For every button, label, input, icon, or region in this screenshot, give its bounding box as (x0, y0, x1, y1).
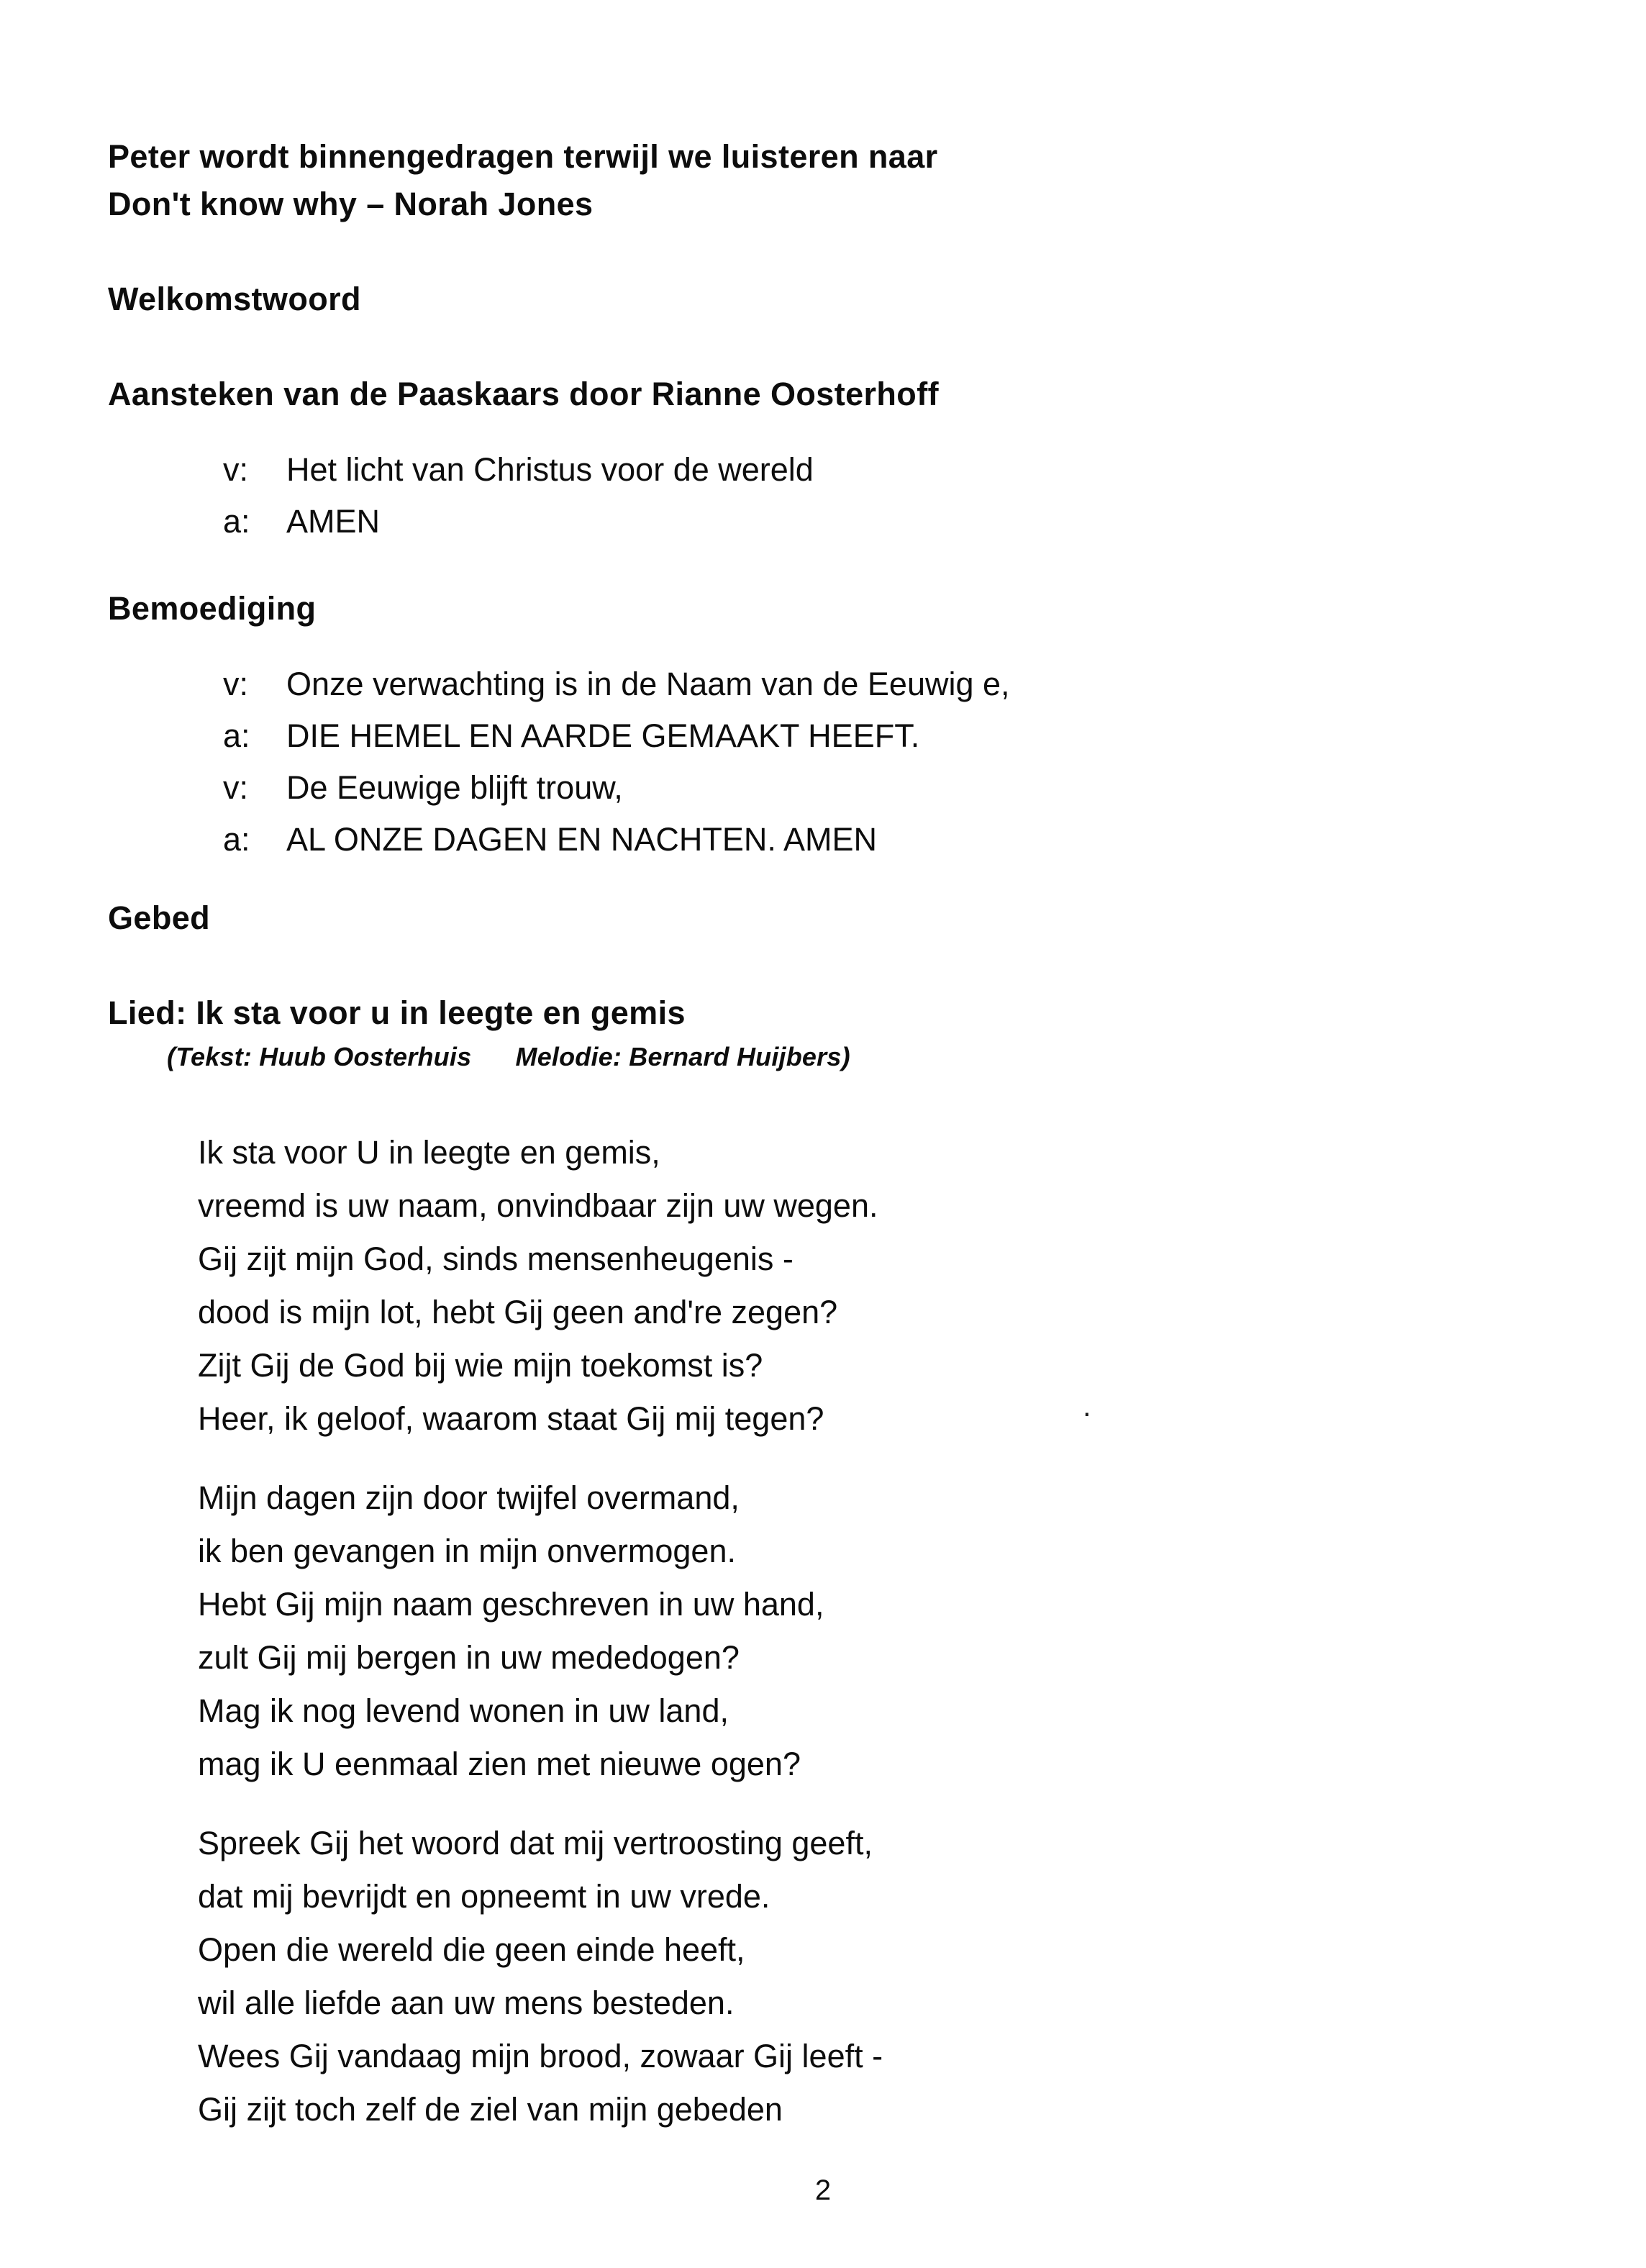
lyric-line: Heer, ik geloof, waarom staat Gij mij tegen? (198, 1400, 824, 1437)
response-line (223, 762, 1010, 814)
lyric-line: Wees Gij vandaag mijn brood, zowaar Gij leeft - (198, 2038, 883, 2074)
lyrics-stanza-2 (198, 1471, 824, 1791)
lyric-line: Ik sta voor U in leegte en gemis, (198, 1134, 660, 1171)
response-marker: v: (223, 666, 249, 702)
intro-line-1: Peter wordt binnengedragen terwijl we luisteren naar (108, 138, 938, 175)
section-heading-gebed: Gebed (108, 899, 211, 936)
intro-line-2: Don't know why – Norah Jones (108, 186, 594, 222)
paaskaars-response-group (223, 444, 814, 548)
section-heading-bemoediging: Bemoediging (108, 590, 317, 627)
lyric-line: dat mij bevrijdt en opneemt in uw vrede. (198, 1878, 770, 1915)
lyric-line: Hebt Gij mijn naam geschreven in uw hand, (198, 1586, 824, 1623)
section-heading-aansteken-paaskaars: Aansteken van de Paaskaars door Rianne Oosterhoff (108, 376, 939, 412)
lyric-line: mag ik U eenmaal zien met nieuwe ogen? (198, 1746, 801, 1782)
response-text: AL ONZE DAGEN EN NACHTEN. AMEN (286, 821, 877, 858)
response-line (223, 444, 814, 496)
lyric-line: dood is mijn lot, hebt Gij geen and're zegen? (198, 1294, 838, 1330)
bemoediging-response-group (223, 658, 1010, 866)
response-text: Het licht van Christus voor de wereld (286, 451, 814, 488)
lied-credits: (Tekst: Huub Oosterhuis Melodie: Bernard Huijbers) (167, 1042, 850, 1071)
response-line (223, 496, 814, 548)
response-marker: a: (223, 717, 250, 754)
response-marker: a: (223, 821, 250, 858)
section-heading-welkomstwoord: Welkomstwoord (108, 281, 361, 317)
lyric-line: vreemd is uw naam, onvindbaar zijn uw wegen. (198, 1187, 878, 1224)
response-text: De Eeuwige blijft trouw, (286, 769, 623, 806)
response-line (223, 658, 1010, 710)
lyric-line: Spreek Gij het woord dat mij vertroosting geeft, (198, 1825, 873, 1861)
lyric-line: Gij zijt toch zelf de ziel van mijn gebeden (198, 2091, 783, 2128)
response-text: Onze verwachting is in de Naam van de Eeuwig e, (286, 666, 1010, 702)
response-line (223, 814, 1010, 866)
lyrics-stanza-1 (198, 1126, 878, 1446)
lyric-line: wil alle liefde aan uw mens besteden. (198, 1984, 735, 2021)
scan-artifact-mark: . (1083, 1389, 1091, 1423)
lyric-line: zult Gij mij bergen in uw mededogen? (198, 1639, 740, 1676)
response-marker: a: (223, 503, 250, 540)
response-marker: v: (223, 769, 249, 806)
lyric-line: Open die wereld die geen einde heeft, (198, 1931, 745, 1968)
lyrics-stanza-3 (198, 1817, 883, 2136)
lyric-line: Zijt Gij de God bij wie mijn toekomst is? (198, 1347, 763, 1384)
lyric-line: Mag ik nog levend wonen in uw land, (198, 1692, 729, 1729)
response-text: AMEN (286, 503, 381, 540)
response-line (223, 710, 1010, 762)
lyric-line: Mijn dagen zijn door twijfel overmand, (198, 1479, 740, 1516)
response-text: DIE HEMEL EN AARDE GEMAAKT HEEFT. (286, 717, 920, 754)
lyric-line: Gij zijt mijn God, sinds mensenheugenis - (198, 1240, 794, 1277)
response-marker: v: (223, 451, 249, 488)
section-heading-lied: Lied: Ik sta voor u in leegte en gemis (108, 994, 686, 1031)
page-number: 2 (814, 2174, 832, 2206)
lyric-line: ik ben gevangen in mijn onvermogen. (198, 1533, 736, 1569)
